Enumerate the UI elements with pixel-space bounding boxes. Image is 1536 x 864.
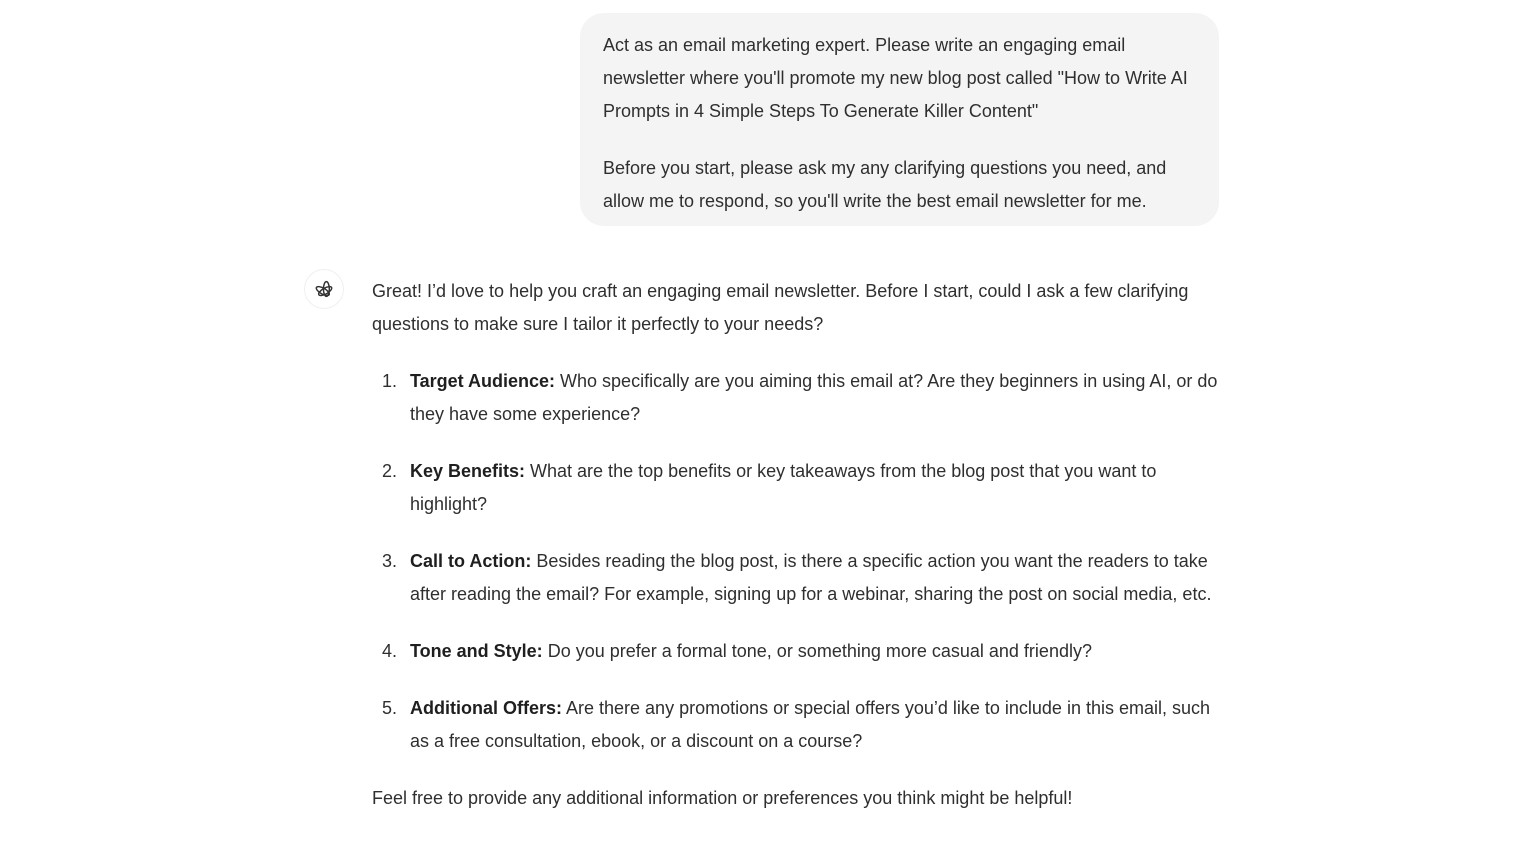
list-item	[372, 545, 1222, 611]
assistant-intro: Great! I’d love to help you craft an engaging email newsletter. Before I start, could I ask a few clarifying questions to make sure I tailor it perfectly to your needs?	[372, 281, 1189, 334]
question-text: What are the top benefits or key takeaways from the blog post that you want to highlight?	[410, 461, 1157, 514]
list-item	[372, 455, 1222, 521]
question-title: Target Audience:	[410, 371, 556, 391]
questions-list	[372, 365, 1222, 758]
assistant-avatar	[304, 269, 344, 309]
question-text: Do you prefer a formal tone, or something more casual and friendly?	[542, 641, 1092, 661]
user-message-paragraph: Before you start, please ask my any clarifying questions you need, and allow me to respond, so you'll write the best email newsletter for me.	[603, 158, 1167, 211]
question-text: Are there any promotions or special offers you’d like to include in this email, such as a free consultation, ebook, or a discount on a course?	[410, 698, 1210, 751]
question-text: Who specifically are you aiming this email at? Are they beginners in using AI, or do they have some experience?	[410, 371, 1218, 424]
list-number: 3.	[382, 551, 398, 571]
openai-logo-icon	[313, 278, 335, 300]
question-title: Tone and Style:	[410, 641, 543, 661]
list-number: 2.	[382, 461, 398, 481]
list-number: 1.	[382, 371, 398, 391]
question-text: Besides reading the blog post, is there a specific action you want the readers to take after reading the email? For example, signing up for a webinar, sharing the post on social media, etc.	[410, 551, 1212, 604]
user-message-bubble	[580, 13, 1219, 226]
question-title: Additional Offers:	[410, 698, 562, 718]
list-item	[372, 365, 1222, 431]
list-item	[372, 635, 1222, 668]
user-message-paragraph: Act as an email marketing expert. Please write an engaging email newsletter where you'll promote my new blog post called "How to Write AI Prompts in 4 Simple Steps To Generate Killer Content"	[603, 35, 1188, 121]
assistant-message	[372, 275, 1222, 815]
list-item	[372, 692, 1222, 758]
question-title: Call to Action:	[410, 551, 532, 571]
list-number: 4.	[382, 641, 398, 661]
assistant-closing: Feel free to provide any additional information or preferences you think might be helpful!	[372, 788, 1073, 808]
question-title: Key Benefits:	[410, 461, 526, 481]
list-number: 5.	[382, 698, 398, 718]
